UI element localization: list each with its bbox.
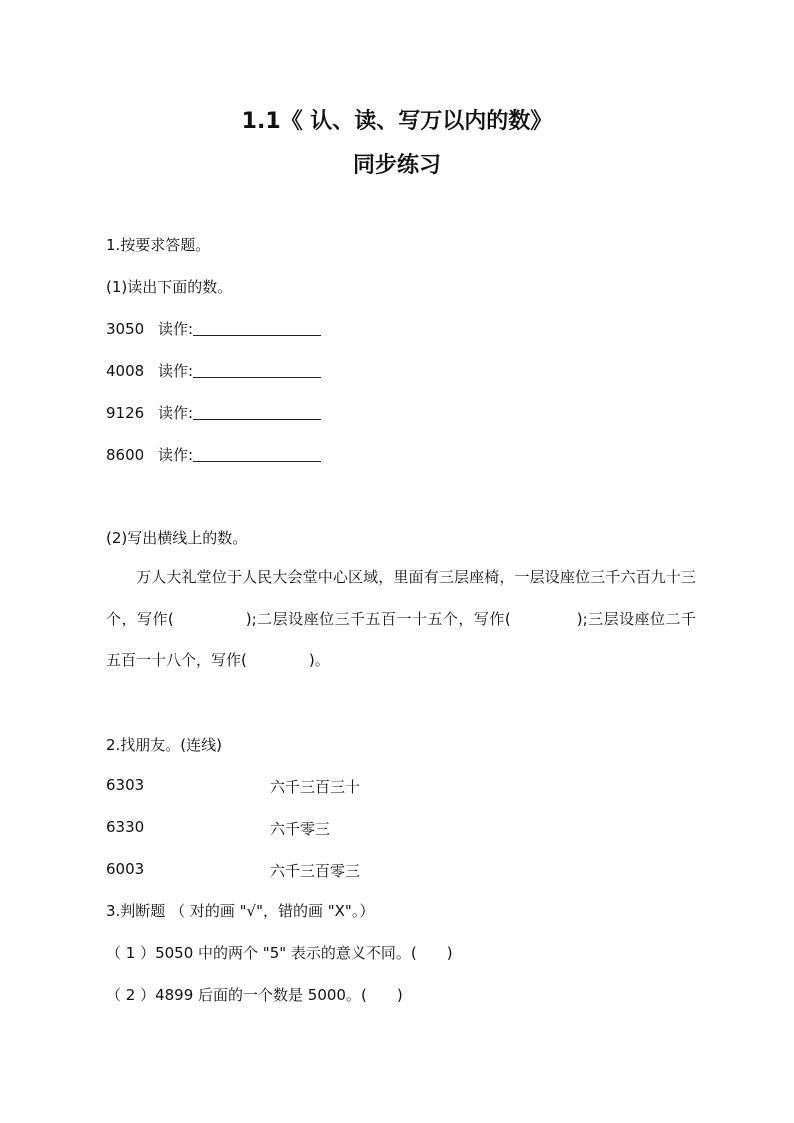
read-row (106, 402, 321, 423)
para-part-c: );三层设座位二千五百一十八个，写作( (106, 609, 696, 669)
read-label: 读作: (158, 446, 194, 464)
match-right-item[interactable]: 六千三百零三 (270, 862, 361, 880)
judge-item-close: ) (396, 986, 403, 1004)
match-right-item[interactable]: 六千零三 (270, 820, 331, 838)
question-1-paragraph (106, 557, 696, 682)
judge-item-text: （ 2 ）4899 后面的一个数是 5000。( (106, 986, 367, 1004)
read-row (106, 318, 321, 339)
question-3-heading: 3.判断题 （ 对的画 "√"，错的画 "X"。） (106, 902, 375, 920)
page-title: 1.1《 认、读、写万以内的数》 (241, 109, 553, 134)
read-number: 4008 (106, 362, 145, 380)
read-number: 3050 (106, 320, 145, 338)
answer-line[interactable] (193, 446, 321, 462)
match-left-item[interactable]: 6303 (106, 776, 145, 794)
judge-item-close: ) (446, 944, 453, 962)
question-2-heading: 2.找朋友。(连线) (106, 736, 223, 754)
question-1-sub1: (1)读出下面的数。 (106, 278, 233, 296)
match-left-item[interactable]: 6330 (106, 818, 145, 836)
judge-item-text: （ 1 ）5050 中的两个 "5" 表示的意义不同。( (106, 944, 417, 962)
answer-line[interactable] (193, 362, 321, 378)
read-label: 读作: (158, 362, 194, 380)
para-part-a: 万人大礼堂位于人民大会堂中心区域，里面有三层座椅，一层设座位三千六百九十三个，写作( (106, 568, 696, 628)
read-label: 读作: (158, 320, 194, 338)
read-row (106, 360, 321, 381)
answer-line[interactable] (193, 320, 321, 336)
judge-item (106, 984, 403, 1005)
question-1-sub2: (2)写出横线上的数。 (106, 529, 248, 547)
para-part-b: );二层设座位三千五百一十五个，写作( (245, 609, 511, 628)
read-row (106, 444, 321, 465)
read-label: 读作: (158, 404, 194, 422)
match-right-item[interactable]: 六千三百三十 (270, 778, 361, 796)
question-1-heading: 1.按要求答题。 (106, 236, 211, 254)
para-part-d: )。 (308, 651, 330, 669)
read-number: 8600 (106, 446, 145, 464)
page-subtitle: 同步练习 (352, 153, 441, 178)
match-left-item[interactable]: 6003 (106, 860, 145, 878)
answer-line[interactable] (193, 404, 321, 420)
read-number: 9126 (106, 404, 145, 422)
judge-item (106, 942, 453, 963)
